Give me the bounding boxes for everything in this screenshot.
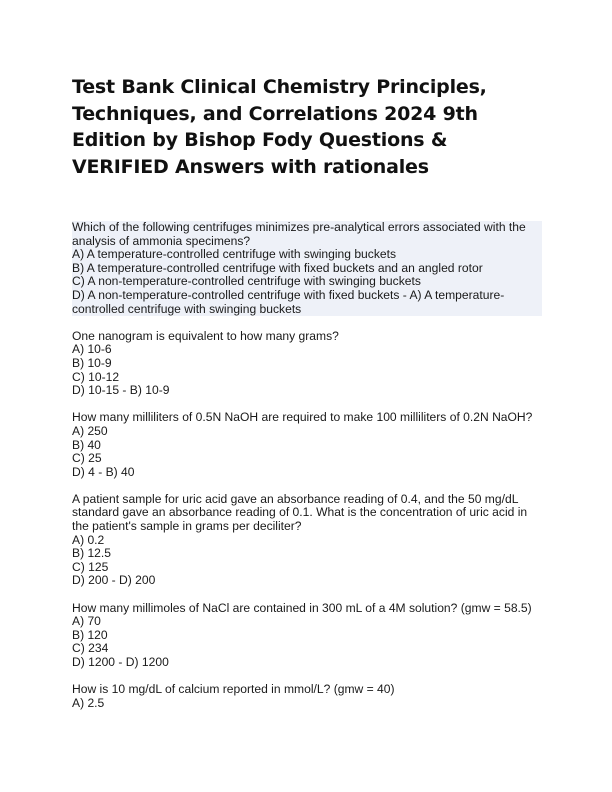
answer-option: D) 4 - B) 40: [72, 464, 135, 479]
question-item: [72, 493, 542, 588]
answer-option: D) 1200 - D) 1200: [72, 655, 169, 669]
question-item: [72, 683, 542, 710]
answer-option: C) 234: [72, 641, 109, 656]
question-text: A patient sample for uric acid gave an absorbance reading of 0.4, and the 50 mg/dL: [72, 491, 519, 506]
question-item: [72, 411, 542, 479]
question-text: analysis of ammonia specimens?: [72, 235, 542, 249]
question-item: [72, 221, 542, 316]
question-text: the patient's sample in grams per deciliter?: [72, 519, 302, 534]
answer-option: D) A non-temperature-controlled centrifuge with fixed buckets - A) A temperature-: [72, 289, 542, 303]
document-title: Test Bank Clinical Chemistry Principles, Techniques, and Correlations 2024 9th Edition by Bishop Fody Questions & VERIFIED Answers with rationales: [72, 76, 487, 178]
answer-option: D) 200 - D) 200: [72, 573, 156, 588]
question-text: Which of the following centrifuges minimizes pre-analytical errors associated with the: [72, 221, 542, 235]
answer-option: B) 10-9: [72, 355, 112, 370]
answer-option: C) 10-12: [72, 369, 120, 384]
answer-option: A) 0.2: [72, 532, 105, 547]
answer-option: A) 10-6: [72, 342, 112, 357]
answer-option: B) 12.5: [72, 546, 111, 561]
answer-option: C) 25: [72, 451, 102, 466]
question-text: How many milliliters of 0.5N NaOH are required to make 100 milliliters of 0.2N NaOH?: [72, 410, 533, 425]
question-text: How is 10 mg/dL of calcium reported in mmol/L? (gmw = 40): [72, 682, 395, 697]
question-text: How many millimoles of NaCl are contained in 300 mL of a 4M solution? (gmw = 58.5): [72, 600, 532, 615]
answer-option: B) 120: [72, 627, 108, 642]
answer-rationale: controlled centrifuge with swinging buckets: [72, 303, 542, 317]
question-text: standard gave an absorbance reading of 0.1. What is the concentration of uric acid in: [72, 505, 528, 520]
answer-option: A) 70: [72, 614, 101, 629]
answer-option: A) A temperature-controlled centrifuge with swinging buckets: [72, 248, 542, 262]
question-text: One nanogram is equivalent to how many grams?: [72, 328, 339, 343]
answer-option: B) A temperature-controlled centrifuge with fixed buckets and an angled rotor: [72, 262, 542, 276]
answer-option: A) 2.5: [72, 695, 105, 710]
question-list: [72, 221, 542, 724]
question-item: [72, 330, 542, 398]
answer-option: A) 250: [72, 423, 108, 438]
answer-option: C) 125: [72, 559, 109, 574]
question-item: [72, 602, 542, 670]
answer-option: D) 10-15 - B) 10-9: [72, 383, 170, 398]
answer-option: B) 40: [72, 437, 101, 452]
answer-option: C) A non-temperature-controlled centrifuge with swinging buckets: [72, 275, 542, 289]
